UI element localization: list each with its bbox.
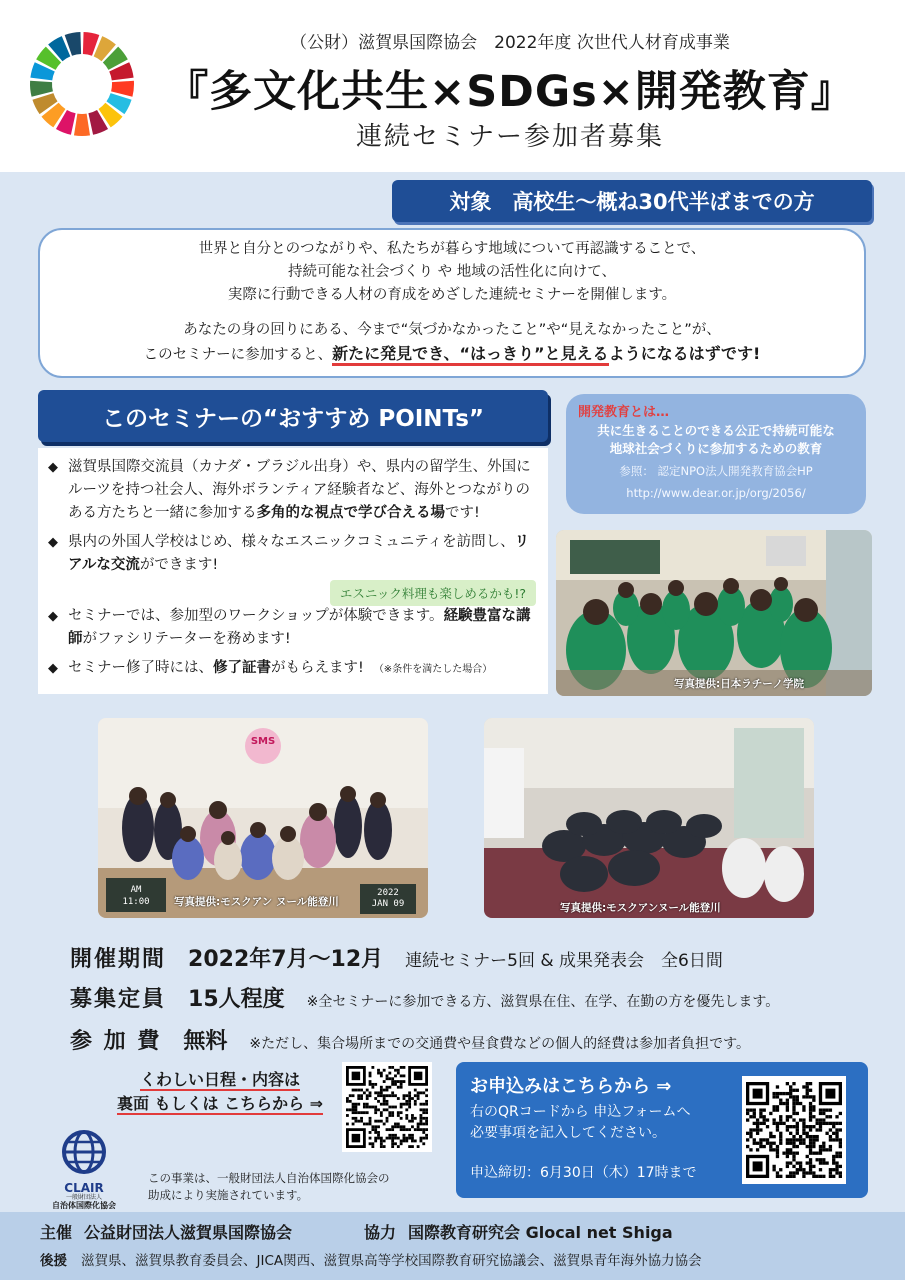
diamond-bullet-icon: ◆ <box>48 460 58 475</box>
apply-qr-code-icon[interactable] <box>742 1076 846 1184</box>
photo-caption: 写真提供:日本ラチーノ学院 <box>674 678 804 690</box>
dev-education-box <box>566 394 866 514</box>
capacity-label: 募集定員 <box>70 987 167 1012</box>
dev-education-desc: 地球社会づくりに参加するための教育 <box>609 441 823 456</box>
intro-text: ようになるはずです! <box>608 344 761 363</box>
coop-label: 協力 <box>364 1223 397 1242</box>
details-text: 裏面 もしくは こちらから ⇒ <box>116 1094 324 1113</box>
point-text: 県内の外国人学校はじめ、様々なエスニックコミュニティを訪問し、 <box>68 534 515 550</box>
point-text: ができます! <box>139 557 219 573</box>
points-banner: このセミナーの“おすすめ POINTs” <box>38 390 548 442</box>
blackboard-text: JAN 09 <box>371 899 405 909</box>
photo-caption: 写真提供:モスクアン ヌール能登川 <box>174 896 339 908</box>
dev-education-ref: 参照： 認定NPO法人開発教育協会HP <box>619 464 813 478</box>
blackboard-date <box>362 888 414 910</box>
sms-badge: SMS <box>250 736 276 747</box>
diamond-bullet-icon: ◆ <box>48 661 58 676</box>
org-line: （公財）滋賀県国際協会 2022年度 次世代人材育成事業 <box>290 33 730 53</box>
diamond-bullet-icon: ◆ <box>48 535 58 550</box>
apply-title: お申込みはこちらから ⇒ <box>470 1076 672 1097</box>
point-item <box>48 456 538 525</box>
point-emphasis: 修了証書 <box>213 660 271 676</box>
host-label: 主催 <box>40 1223 73 1242</box>
mosque-visit-photo <box>484 718 814 918</box>
point-item <box>48 605 538 651</box>
clair-logo-sub: 一般財団法人 <box>65 1194 102 1201</box>
host-name: 公益財団法人滋賀県国際協会 <box>84 1223 293 1242</box>
clair-logo-text: CLAIR <box>64 1181 104 1195</box>
apply-desc-line: 必要事項を記入してください。 <box>470 1125 666 1141</box>
sdg-wheel-icon <box>28 30 136 138</box>
dev-education-title: 開発教育とは… <box>578 405 670 420</box>
diamond-bullet-icon: ◆ <box>48 609 58 624</box>
clair-logo <box>44 1128 124 1210</box>
point-text: です! <box>445 505 480 521</box>
point-item <box>48 657 538 681</box>
point-text: セミナーでは、参加型のワークショップが体験できます。 <box>68 608 444 624</box>
points-list <box>38 448 548 694</box>
sub-title: 連続セミナー参加者募集 <box>355 122 664 152</box>
clair-logo-sub: 自治体国際化協会 <box>52 1201 116 1210</box>
fee-label: 参 加 費 <box>70 1029 162 1054</box>
point-emphasis: リアルな交流 <box>68 534 530 573</box>
community-group-photo <box>98 718 428 918</box>
intro-highlight: 新たに発見でき、“はっきり”と見える <box>332 344 608 366</box>
period-label: 開催期間 <box>70 947 167 972</box>
fee-note: ※ただし、集合場所までの交通費や昼食費などの個人的経費は参加者負担です。 <box>249 1036 750 1052</box>
period-value: 2022年7月～12月 <box>188 947 384 972</box>
intro-line: あなたの身の回りにある、今まで“気づかなかったこと”や“見えなかったこと”が、 <box>183 322 721 338</box>
dev-education-desc: 共に生きることのできる公正で持続可能な <box>597 423 835 438</box>
fee-row <box>70 1024 890 1056</box>
coop-name: 国際教育研究会 Glocal net Shiga <box>408 1223 673 1242</box>
intro-line: 持続可能な社会づくり や 地域の活性化に向けて、 <box>288 264 616 280</box>
blackboard-text: AM <box>130 885 142 895</box>
mosque-visit-image <box>484 718 814 918</box>
details-text: くわしい日程・内容は <box>139 1070 300 1089</box>
period-row <box>70 942 890 974</box>
footer <box>0 1212 905 1280</box>
fee-value: 無料 <box>183 1029 228 1054</box>
photo-caption: 写真提供:モスクアンヌール能登川 <box>560 902 721 914</box>
support-label: 後援 <box>40 1253 67 1269</box>
classroom-photo-image <box>556 530 872 696</box>
intro-text: このセミナーに参加すると、 <box>143 347 333 363</box>
intro-line: 世界と自分とのつながりや、私たちが暮らす地域について再認識することで、 <box>198 241 706 257</box>
clair-grant-text <box>148 1170 438 1204</box>
target-banner: 対象 高校生～概ね30代半ばまでの方 <box>392 180 872 222</box>
apply-desc-line: 右のQRコードから 申込フォームへ <box>470 1104 691 1120</box>
sdg-wheel-segment <box>74 114 90 136</box>
details-link[interactable] <box>90 1068 350 1116</box>
ethnic-food-note: エスニック料理も楽しめるかも!? <box>330 580 536 606</box>
point-text: 滋賀県国際交流員（カナダ・ブラジル出身）や、県内の留学生、外国にルーツを持つ社会人、海外ボランティア経験者など、海外とつながりのある方たちと一緒に参加する <box>68 459 531 521</box>
intro-line: 実際に行動できる人材の育成をめざした連続セミナーを開催します。 <box>227 287 677 303</box>
main-title: 『多文化共生×SDGs×開発教育』 <box>165 67 855 117</box>
period-note: 連続セミナー5回 & 成果発表会 全6日間 <box>405 951 723 971</box>
clair-text-line: 助成により実施されています。 <box>148 1188 309 1202</box>
capacity-value: 15人程度 <box>188 987 285 1012</box>
point-text: がファシリテーターを務めます! <box>82 631 291 647</box>
point-text: セミナー修了時には、 <box>68 660 213 676</box>
blackboard-time <box>110 884 162 908</box>
blackboard-text: 2022 <box>377 888 399 898</box>
cert-note: （※条件を満たした場合） <box>373 664 493 675</box>
support-names: 滋賀県、滋賀県教育委員会、JICA関西、滋賀県高等学校国際教育研究協議会、滋賀県青年海外協力協会 <box>81 1253 702 1269</box>
apply-deadline: 申込締切：6月30日（木）17時まで <box>470 1165 697 1181</box>
point-emphasis: 経験豊富な講師 <box>68 608 531 647</box>
capacity-note: ※全セミナーに参加できる方、滋賀県在住、在学、在勤の方を優先します。 <box>306 994 780 1010</box>
footer-support-row <box>40 1249 865 1269</box>
details-qr-code-icon[interactable] <box>342 1062 432 1152</box>
point-text: がもらえます! <box>271 660 364 676</box>
footer-host-row <box>40 1220 865 1243</box>
clair-text-line: この事業は、一般財団法人自治体国際化協会の <box>148 1171 390 1185</box>
intro-line <box>40 342 864 367</box>
classroom-photo <box>556 530 872 696</box>
capacity-row <box>70 982 890 1014</box>
intro-box <box>38 228 866 378</box>
globe-icon <box>44 1128 124 1178</box>
point-item <box>48 531 538 577</box>
blackboard-text: 11:00 <box>122 897 150 907</box>
point-emphasis: 多角的な視点で学び合える場 <box>256 505 445 521</box>
dev-education-url[interactable]: http://www.dear.or.jp/org/2056/ <box>626 486 806 500</box>
